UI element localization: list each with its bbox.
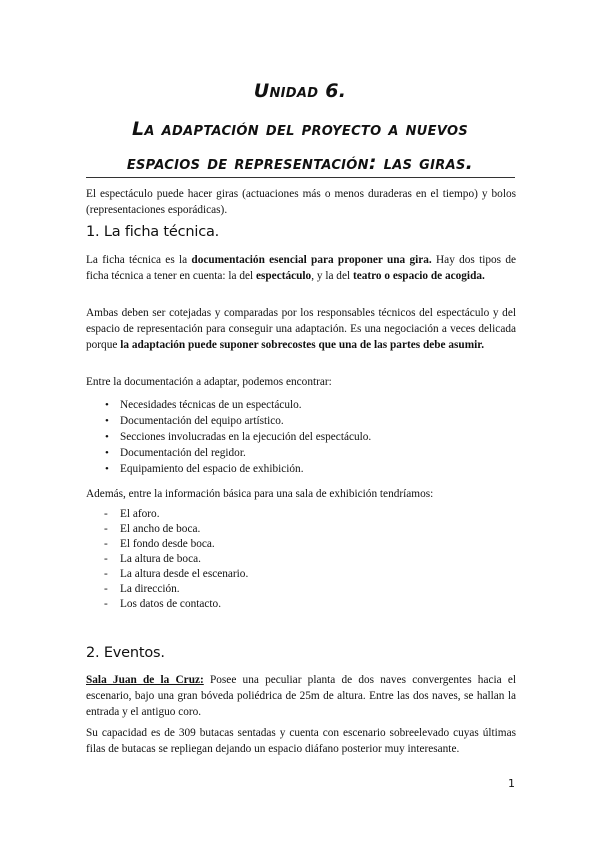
section-1-paragraph-4: Además, entre la información básica para una sala de exhibición tendríamos: bbox=[86, 488, 434, 500]
bullet-marker: • bbox=[105, 463, 109, 475]
bold-text: documentación esencial para proponer una gira. bbox=[191, 254, 432, 266]
unit-title: Unidad 6. bbox=[253, 80, 347, 102]
section-1-paragraph-1 bbox=[86, 252, 516, 284]
list-item-text: Documentación del equipo artístico. bbox=[120, 415, 284, 427]
list-item bbox=[86, 413, 516, 429]
bullet-marker: • bbox=[105, 399, 109, 411]
section-2-paragraph-2: Su capacidad es de 309 butacas sentadas y cuenta con escenario sobreelevado cuyas últimas filas de butacas se repliegan dejando un espacio diáfano posterior muy interesante. bbox=[86, 727, 516, 755]
dash-marker: - bbox=[104, 538, 108, 550]
document-title-line-2: espacios de representación: las giras. bbox=[126, 152, 474, 174]
list-item bbox=[86, 429, 516, 445]
list-item bbox=[86, 567, 516, 582]
section-1-heading: 1. La ficha técnica. bbox=[86, 224, 220, 240]
page-number: 1 bbox=[508, 777, 515, 790]
list-item-text: El ancho de boca. bbox=[120, 523, 201, 535]
text-run: Ambas deben ser cotejadas y comparadas por los responsables técnicos del espectáculo y del espacio de representación para conseguir una adaptación. Es una negociación a veces delicada porque bbox=[86, 307, 516, 351]
text-run: , y la del bbox=[311, 270, 353, 282]
dash-marker: - bbox=[104, 568, 108, 580]
bullet-marker: • bbox=[105, 447, 109, 459]
list-item bbox=[86, 522, 516, 537]
bullet-list bbox=[86, 397, 516, 477]
list-item bbox=[86, 461, 516, 477]
intro-paragraph: El espectáculo puede hacer giras (actuaciones más o menos duraderas en el tiempo) y bolos (representaciones esporádicas). bbox=[86, 188, 516, 216]
list-item-text: La altura de boca. bbox=[120, 553, 201, 565]
list-item-text: El aforo. bbox=[120, 508, 160, 520]
section-2-heading: 2. Eventos. bbox=[86, 645, 165, 661]
list-item-text: Secciones involucradas en la ejecución del espectáculo. bbox=[120, 431, 372, 443]
list-item-text: Necesidades técnicas de un espectáculo. bbox=[120, 399, 302, 411]
section-1-paragraph-3: Entre la documentación a adaptar, podemos encontrar: bbox=[86, 376, 332, 388]
list-item-text: Documentación del regidor. bbox=[120, 447, 246, 459]
list-item-text: La altura desde el escenario. bbox=[120, 568, 249, 580]
list-item-text: El fondo desde boca. bbox=[120, 538, 215, 550]
document-title bbox=[60, 112, 540, 180]
list-item-text: La dirección. bbox=[120, 583, 180, 595]
dash-marker: - bbox=[104, 553, 108, 565]
section-2-paragraph-1 bbox=[86, 672, 516, 720]
list-item bbox=[86, 597, 516, 612]
list-item bbox=[86, 537, 516, 552]
bullet-marker: • bbox=[105, 431, 109, 443]
text-run: La ficha técnica es la bbox=[86, 254, 192, 266]
list-item bbox=[86, 552, 516, 567]
section-1-paragraph-2 bbox=[86, 305, 516, 353]
venue-name: Sala Juan de la Cruz: bbox=[86, 674, 204, 686]
dash-list bbox=[86, 507, 516, 612]
text-run: Posee una peculiar planta de dos naves convergentes hacia el escenario, bajo una gran bóveda poliédrica de 25m de altura. Entre las dos naves, se hallan la entrada y el antiguo coro. bbox=[86, 674, 517, 718]
title-underline bbox=[86, 177, 515, 178]
dash-marker: - bbox=[104, 583, 108, 595]
dash-marker: - bbox=[104, 508, 108, 520]
dash-marker: - bbox=[104, 598, 108, 610]
bullet-marker: • bbox=[105, 415, 109, 427]
bold-text: espectáculo bbox=[255, 270, 312, 282]
dash-marker: - bbox=[104, 523, 108, 535]
list-item bbox=[86, 507, 516, 522]
bold-text: la adaptación puede suponer sobrecostes que una de las partes debe asumir. bbox=[120, 339, 485, 351]
bold-text: teatro o espacio de acogida. bbox=[352, 270, 485, 282]
list-item bbox=[86, 445, 516, 461]
text-run: Hay dos tipos de ficha técnica a tener en cuenta: la del bbox=[86, 254, 516, 282]
list-item bbox=[86, 397, 516, 413]
list-item-text: Equipamiento del espacio de exhibición. bbox=[120, 463, 304, 475]
document-title-line-1: La adaptación del proyecto a nuevos bbox=[132, 118, 468, 140]
list-item bbox=[86, 582, 516, 597]
list-item-text: Los datos de contacto. bbox=[120, 598, 222, 610]
